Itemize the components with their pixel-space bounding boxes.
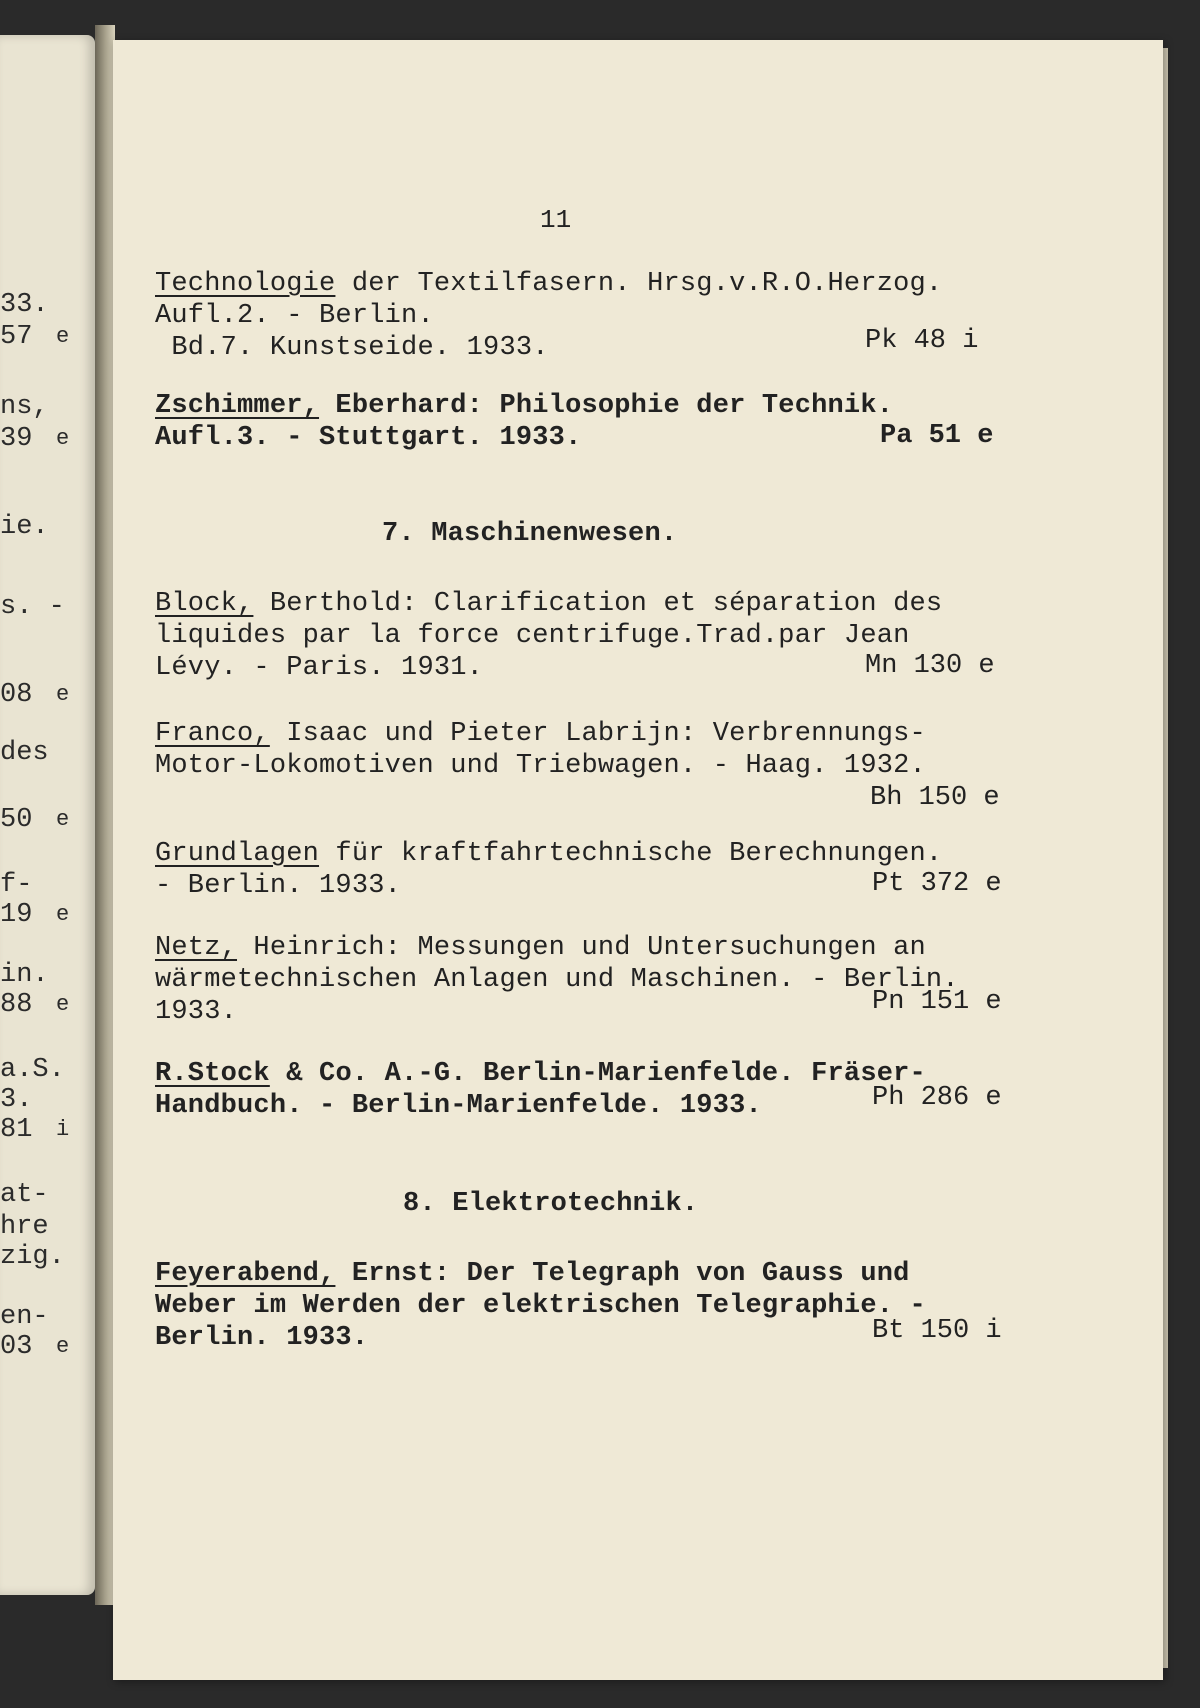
left-page-fragment: en- (0, 1302, 49, 1332)
left-page-fragment: hre (0, 1212, 49, 1242)
left-page-fragment-code: e (56, 324, 70, 349)
entry-line: Grundlagen für kraftfahrtechnische Berechnungen. (155, 839, 943, 869)
left-page-fragment: 39 e (0, 424, 70, 454)
entry-line: Technologie der Textilfasern. Hrsg.v.R.O.Herzog. (155, 269, 943, 299)
entry-line: Handbuch. - Berlin-Marienfelde. 1933. (155, 1091, 762, 1121)
shelf-mark: Pt 372 e (872, 869, 1002, 899)
left-page-fragment: f- (0, 870, 33, 900)
left-page-fragment: 08 e (0, 680, 70, 710)
left-page-fragment: in. (0, 960, 49, 990)
page-number: 11 (540, 205, 572, 235)
shelf-mark: Bh 150 e (870, 783, 1000, 813)
left-page-fragment: 88 e (0, 990, 70, 1020)
left-page-fragment: 19 e (0, 900, 70, 930)
left-page-fragment: s. - (0, 592, 65, 622)
left-page-fragment-code: e (56, 807, 70, 832)
left-page-fragment: ie. (0, 512, 49, 542)
left-page-fragment: 57 e (0, 322, 70, 352)
entry-line: Franco, Isaac und Pieter Labrijn: Verbrennungs- (155, 719, 926, 749)
entry-line: Motor-Lokomotiven und Triebwagen. - Haag. 1932. (155, 751, 926, 781)
entry-line: Bd.7. Kunstseide. 1933. (155, 333, 549, 363)
entry-line: Feyerabend, Ernst: Der Telegraph von Gauss und (155, 1259, 910, 1289)
entry-line: Block, Berthold: Clarification et séparation des (155, 589, 943, 619)
left-page-fragment: 81 i (0, 1115, 70, 1145)
left-page-fragment: zig. (0, 1242, 65, 1272)
left-page-fragment: 03 e (0, 1332, 70, 1362)
left-page-fragment-code: i (56, 1117, 70, 1142)
section-heading: 7. Maschinenwesen. (382, 519, 678, 549)
entry-underlined-term: Feyerabend, (155, 1259, 336, 1289)
shelf-mark: Pn 151 e (872, 987, 1002, 1017)
entry-line: Netz, Heinrich: Messungen und Untersuchungen an (155, 933, 926, 963)
shelf-mark: Bt 150 i (872, 1316, 1002, 1346)
left-page-fragment-code: e (56, 902, 70, 927)
shelf-mark: Pa 51 e (880, 421, 994, 451)
entry-line: liquides par la force centrifuge.Trad.par Jean (155, 621, 910, 651)
entry-underlined-term: Zschimmer, (155, 391, 320, 421)
entry-line: Berlin. 1933. (155, 1323, 369, 1353)
left-page-fragment: 3. (0, 1085, 33, 1115)
entry-underlined-term: Netz, (155, 933, 238, 963)
left-page-fragment: 50 e (0, 805, 70, 835)
entry-underlined-term: Technologie (155, 269, 336, 299)
shelf-mark: Mn 130 e (865, 651, 995, 681)
entry-line: 1933. (155, 997, 238, 1027)
entry-underlined-term: Franco, (155, 719, 270, 749)
entry-line: Aufl.2. - Berlin. (155, 301, 434, 331)
left-page-fragment: 33. (0, 290, 49, 320)
shelf-mark: Ph 286 e (872, 1083, 1002, 1113)
section-heading: 8. Elektrotechnik. (403, 1189, 699, 1219)
shelf-mark: Pk 48 i (865, 326, 979, 356)
entry-line: wärmetechnischen Anlagen und Maschinen. - Berlin. (155, 965, 959, 995)
left-page-fragment-code: e (56, 1334, 70, 1359)
entry-line: Weber im Werden der elektrischen Telegraphie. - (155, 1291, 926, 1321)
entry-line: Lévy. - Paris. 1931. (155, 653, 484, 683)
left-page-fragment-code: e (56, 426, 70, 451)
entry-line: R.Stock & Co. A.-G. Berlin-Marienfelde. Fräser- (155, 1059, 926, 1089)
entry-line: Aufl.3. - Stuttgart. 1933. (155, 423, 582, 453)
left-page-fragment: a.S. (0, 1055, 65, 1085)
entry-line: Zschimmer, Eberhard: Philosophie der Technik. (155, 391, 894, 421)
left-page-fragment-code: e (56, 992, 70, 1017)
left-page-fragment: des (0, 738, 49, 768)
entry-line: - Berlin. 1933. (155, 871, 402, 901)
left-page-fragment-code: e (56, 682, 70, 707)
entry-underlined-term: R.Stock (155, 1059, 270, 1089)
book-gutter (95, 25, 115, 1605)
left-page-fragment: at- (0, 1180, 49, 1210)
entry-underlined-term: Block, (155, 589, 254, 619)
left-page-fragment: ns, (0, 392, 49, 422)
entry-underlined-term: Grundlagen (155, 839, 320, 869)
